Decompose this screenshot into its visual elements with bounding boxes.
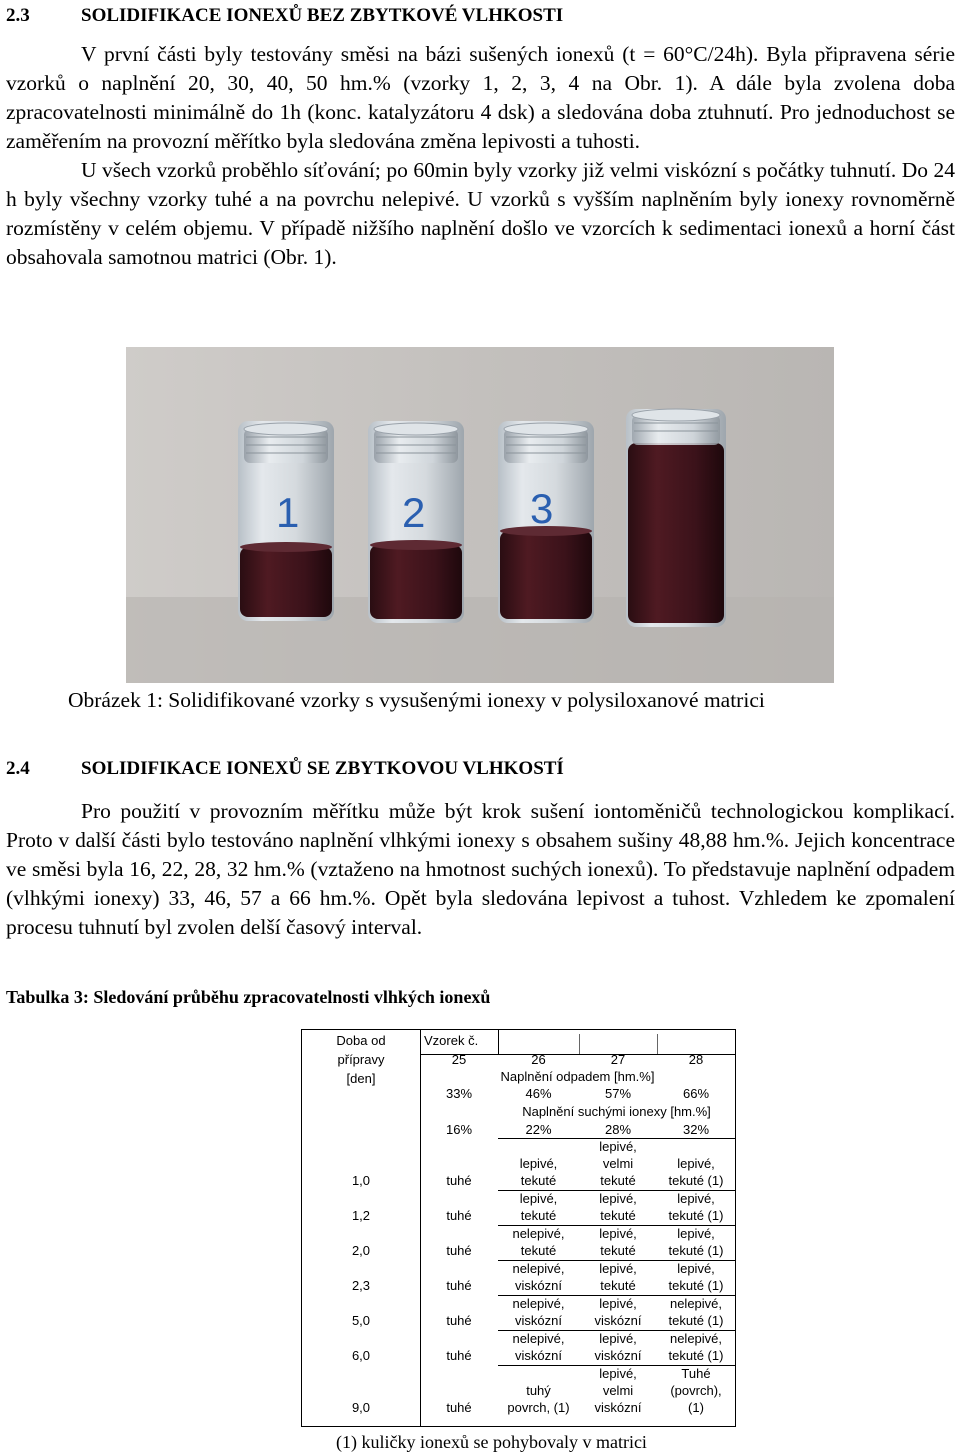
result-cell: viskózní bbox=[594, 1348, 642, 1363]
result-cell: tekuté bbox=[520, 1208, 557, 1223]
result-cell: nelepivé, bbox=[512, 1331, 565, 1346]
result-cell: tekuté (1) bbox=[668, 1243, 724, 1258]
section-number: 2.4 bbox=[6, 758, 30, 779]
result-cell: tekuté bbox=[600, 1278, 636, 1293]
day-cell: 1,2 bbox=[351, 1208, 371, 1223]
result-cell: viskózní bbox=[594, 1313, 642, 1328]
result-cell: velmi bbox=[602, 1383, 634, 1398]
waste-value: 57% bbox=[604, 1086, 632, 1101]
section-heading-2-4 bbox=[6, 758, 946, 782]
result-cell: lepivé, bbox=[677, 1191, 715, 1206]
vial-label-1: 1 bbox=[276, 489, 300, 536]
result-cell: viskózní bbox=[594, 1400, 642, 1415]
section-heading-2-3 bbox=[6, 5, 946, 29]
result-cell: Tuhé bbox=[681, 1366, 711, 1381]
sample-number: 25 bbox=[451, 1052, 467, 1067]
section-2-4-body bbox=[6, 797, 955, 942]
paragraph: Pro použití v provozním měřítku může být krok sušení iontoměničů technologickou komplikací. Proto v další části bylo testováno naplnění vlhkými ionexy s obsahem sušiny 48,88 hm.%. Jejich koncentrace ve směsi byla 16, 22, 28, 32 hm.% (vztaženo na hmotnost suchých ionexů). To představuje naplnění odpadem (vlhkými ionexy) 33, 46, 57 a 66 hm.%. Opět byla sledována lepivost a tuhost. Vzhledem ke zpomalení procesu tuhnutí byl zvolen delší časový interval. bbox=[6, 799, 955, 939]
result-cell: tekuté (1) bbox=[668, 1278, 724, 1293]
header-cell: [den] bbox=[346, 1071, 376, 1086]
day-cell: 5,0 bbox=[351, 1313, 371, 1328]
result-cell: tekuté (1) bbox=[668, 1313, 724, 1328]
vial-4 bbox=[626, 409, 726, 627]
waste-value: 46% bbox=[525, 1086, 552, 1101]
section-title: SOLIDIFIKACE IONEXŮ BEZ ZBYTKOVÉ VLHKOSTI bbox=[81, 5, 564, 26]
result-cell: lepivé, bbox=[677, 1261, 715, 1276]
sample-number: 28 bbox=[688, 1052, 704, 1067]
result-cell: povrch, (1) bbox=[507, 1400, 570, 1415]
result-cell: tekuté bbox=[600, 1208, 636, 1223]
result-cell: tuhý bbox=[526, 1383, 551, 1398]
result-cell: (povrch), bbox=[670, 1383, 722, 1398]
result-cell: tekuté (1) bbox=[668, 1173, 724, 1188]
header-cell: přípravy bbox=[337, 1052, 385, 1067]
dry-value: 28% bbox=[604, 1122, 632, 1137]
day-cell: 6,0 bbox=[351, 1348, 371, 1363]
result-cell: lepivé, bbox=[599, 1366, 637, 1381]
table-footnote: (1) kuličky ionexů se pohybovaly v matrici bbox=[336, 1432, 647, 1452]
paragraph: V první části byly testovány směsi na bázi sušených ionexů (t = 60°C/24h). Byla připravena série vzorků o naplnění 20, 30, 40, 50 hm.% (vzorky 1, 2, 3, 4 na Obr. 1). A dále byla zvolena doba zpracovatelnosti minimálně do 1h (konc. katalyzátoru 4 dsk) a sledována doba ztuhnutí. Pro jednoduchost se zaměřením na provozní měřítko byla sledována změna lepivosti a tuhosti. bbox=[6, 42, 955, 153]
result-cell: viskózní bbox=[515, 1278, 562, 1293]
result-cell: tekuté (1) bbox=[668, 1208, 724, 1223]
result-cell: (1) bbox=[688, 1400, 704, 1415]
dry-label: Naplnění suchými ionexy [hm.%] bbox=[522, 1104, 711, 1119]
table-title: Tabulka 3: Sledování průběhu zpracovatelnosti vlhkých ionexů bbox=[6, 987, 491, 1007]
section-title: SOLIDIFIKACE IONEXŮ SE ZBYTKOVOU VLHKOSTÍ bbox=[81, 758, 564, 779]
result-cell: nelepivé, bbox=[512, 1296, 565, 1311]
vzorek-label: Vzorek č. bbox=[424, 1033, 479, 1048]
waste-value: 33% bbox=[445, 1086, 473, 1101]
result-cell: lepivé, bbox=[599, 1226, 637, 1241]
section-number: 2.3 bbox=[6, 5, 30, 26]
vials-illustration bbox=[126, 347, 834, 683]
result-cell: tekuté bbox=[600, 1173, 636, 1188]
result-cell: tekuté bbox=[520, 1173, 557, 1188]
result-cell: tuhé bbox=[446, 1243, 472, 1258]
result-cell: lepivé, bbox=[599, 1139, 637, 1154]
result-cell: lepivé, bbox=[599, 1191, 637, 1206]
result-cell: lepivé, bbox=[519, 1156, 558, 1171]
result-cell: tekuté (1) bbox=[668, 1348, 724, 1363]
paragraph: U všech vzorků proběhlo síťování; po 60min byly vzorky již velmi viskózní s počátky tuhnutí. Do 24 h byly všechny vzorky tuhé a na povrchu nelepivé. U vzorků s vyšším naplněním byly ionexy rovnoměrně rozmístěny v celém objemu. V případě nižšího naplnění došlo ve vzorcích k sedimentaci ionexů a horní část obsahovala samotnou matrici (Obr. 1). bbox=[6, 158, 955, 269]
result-cell: lepivé, bbox=[599, 1296, 637, 1311]
data-table bbox=[301, 1029, 736, 1427]
result-cell: tuhé bbox=[446, 1400, 472, 1415]
vial-label-3: 3 bbox=[530, 485, 554, 532]
day-cell: 2,0 bbox=[351, 1243, 371, 1258]
result-cell: lepivé, bbox=[677, 1226, 715, 1241]
result-cell: nelepivé, bbox=[669, 1296, 723, 1311]
result-cell: lepivé, bbox=[519, 1191, 558, 1206]
result-cell: tuhé bbox=[446, 1313, 472, 1328]
result-cell: viskózní bbox=[515, 1348, 562, 1363]
sample-number: 27 bbox=[610, 1052, 626, 1067]
result-cell: tuhé bbox=[446, 1348, 472, 1363]
result-cell: tuhé bbox=[446, 1208, 472, 1223]
day-cell: 9,0 bbox=[351, 1400, 371, 1415]
figure-caption: Obrázek 1: Solidifikované vzorky s vysušenými ionexy v polysiloxanové matrici bbox=[68, 688, 765, 712]
result-cell: nelepivé, bbox=[512, 1226, 565, 1241]
result-cell: nelepivé, bbox=[669, 1331, 723, 1346]
section-2-3-body bbox=[6, 40, 955, 272]
sample-number: 26 bbox=[531, 1052, 546, 1067]
dry-value: 32% bbox=[682, 1122, 710, 1137]
result-cell: lepivé, bbox=[599, 1261, 637, 1276]
result-cell: velmi bbox=[602, 1156, 634, 1171]
result-cell: nelepivé, bbox=[512, 1261, 565, 1276]
result-cell: lepivé, bbox=[677, 1156, 715, 1171]
header-cell: Doba od bbox=[336, 1033, 386, 1048]
waste-label: Naplnění odpadem [hm.%] bbox=[500, 1069, 655, 1084]
waste-value: 66% bbox=[682, 1086, 710, 1101]
dry-value: 22% bbox=[525, 1122, 552, 1137]
result-cell: tekuté bbox=[520, 1243, 557, 1258]
result-cell: viskózní bbox=[515, 1313, 562, 1328]
day-cell: 2,3 bbox=[351, 1278, 371, 1293]
figure-photo bbox=[126, 347, 834, 683]
dry-value: 16% bbox=[445, 1122, 473, 1137]
result-cell: tekuté bbox=[600, 1243, 636, 1258]
result-cell: tuhé bbox=[446, 1278, 472, 1293]
day-cell: 1,0 bbox=[351, 1173, 371, 1188]
result-cell: tuhé bbox=[446, 1173, 472, 1188]
vial-label-2: 2 bbox=[402, 489, 426, 536]
result-cell: lepivé, bbox=[599, 1331, 637, 1346]
